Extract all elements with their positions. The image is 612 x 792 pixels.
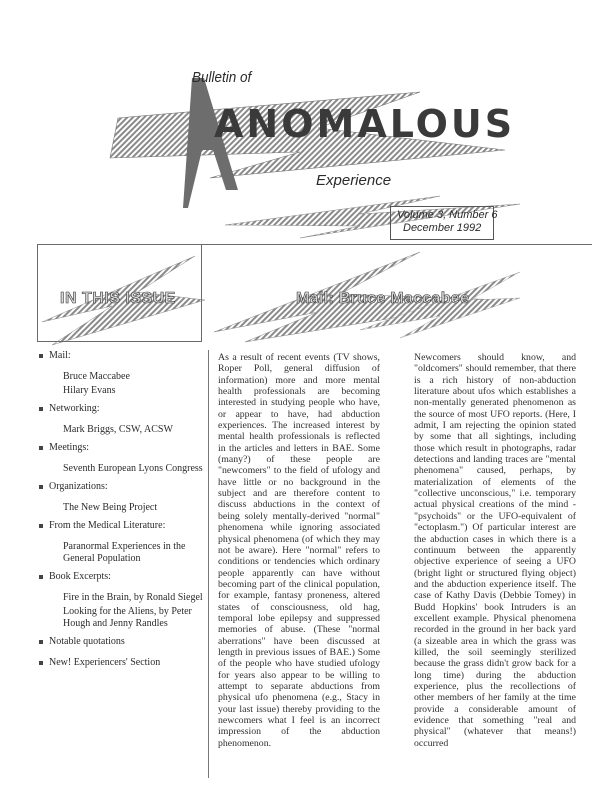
article-column-1: As a result of recent events (TV shows, Roper Poll, general diffusion of information) more and more mental health professionals are becoming interested in studying people who have, or appear to have, had abduction experiences. The increased interest by mental health professionals is reflected in the articles and letters in BAE. Some (many?) of these people are "newcomers" to the field of ufology and have little or no background in the subject and are therefore content to discuss abductions in the context of being solely mentally-derived "normal" phenomena while ignoring associated physical phenomena (of which they may not be aware). Here "normal" refers to conditions or tendencies which ordinary people apparently can have without becoming part of the clinical population, for example, fantasy proneness, altered states of consciousness, old hag, temporal lobe epilepsy and suppressed memories of abuse. (These "normal aberrations" have been discussed at length in previous issues of BAE.) Some of the people who have studied ufology for years also appear to be willing to attempt to separate abductions from physical ufo phenomena (e.g., Stacy in your last issue) thereby providing to the newcomers what I feel is an incorrect impression of the abduction phenomenon. xyxy=(218,352,380,749)
contents-item: Paranormal Experiences in the General Population xyxy=(63,541,186,564)
contents-item: Bruce Maccabee xyxy=(63,371,130,382)
contents-section: Networking: xyxy=(37,403,205,415)
in-this-issue-heading: IN THIS ISSUE xyxy=(60,290,176,307)
volume-number: Volume 3, Number 6 xyxy=(397,209,498,221)
contents-section: Book Excerpts: xyxy=(37,571,205,583)
contents-item: The New Being Project xyxy=(63,502,158,513)
contents-section: New! Experiencers' Section xyxy=(37,657,205,669)
column-divider xyxy=(208,350,209,778)
article-column-2: Newcomers should know, and "oldcomers" should remember, that there is a rich history of non-abduction literature about ufos which establishes a non-mentally generated phenomenon as the source of most UFO reports. (Here, I admit, I am rejecting the opinion stated by some that all sightings, including those which result in photographs, radar detections and landing traces are "mental phenomena" caused, perhaps, by materialization of elements of the "collective unconscious," i.e. temporary actual physical creations of the mind - "psychoids" or the UFO-equivalent of "ectoplasm.") Of particular interest are the abduction cases in which there is a continuum between the apparently objective experience of seeing a UFO (bright light or structured flying object) and the abduction experience itself. The case of Kathy Davis (Debbie Tomey) in Budd Hopkins' book Intruders is an excellent example. Physical phenomena recorded in the ground in her back yard (a sizeable area in which the grass was killed, the soil seemingly sterilized because the grass didn't grow back for a long time) during the abduction experience, plus the recollections of other members of her family at the time provide a considerable amount of evidence that something "real and physical" (whatever that means!) occurred xyxy=(414,352,576,749)
contents-section: Organizations: xyxy=(37,481,205,493)
masthead-bulletin-of: Bulletin of xyxy=(192,69,252,86)
contents-section: Meetings: xyxy=(37,442,205,454)
issue-date: December 1992 xyxy=(403,222,482,234)
contents-item: Mark Briggs, CSW, ACSW xyxy=(63,424,173,435)
masthead-title: ANOMALOUS xyxy=(214,102,516,146)
article-banner-rule xyxy=(202,244,592,245)
contents-item: Hilary Evans xyxy=(63,385,116,396)
contents-item: Looking for the Aliens, by Peter Hough and Jenny Randles xyxy=(63,606,192,629)
contents-item: Seventh European Lyons Congress xyxy=(63,463,203,474)
article-heading: Mail: Bruce Maccabee xyxy=(296,290,470,307)
issue-info-box xyxy=(390,206,498,240)
masthead-experience: Experience xyxy=(316,172,392,189)
contents-section: Mail: xyxy=(37,350,205,362)
contents-section: From the Medical Literature: xyxy=(37,520,205,532)
contents-list xyxy=(37,350,205,678)
contents-section: Notable quotations xyxy=(37,636,205,648)
contents-item: Fire in the Brain, by Ronald Siegel xyxy=(63,592,203,603)
